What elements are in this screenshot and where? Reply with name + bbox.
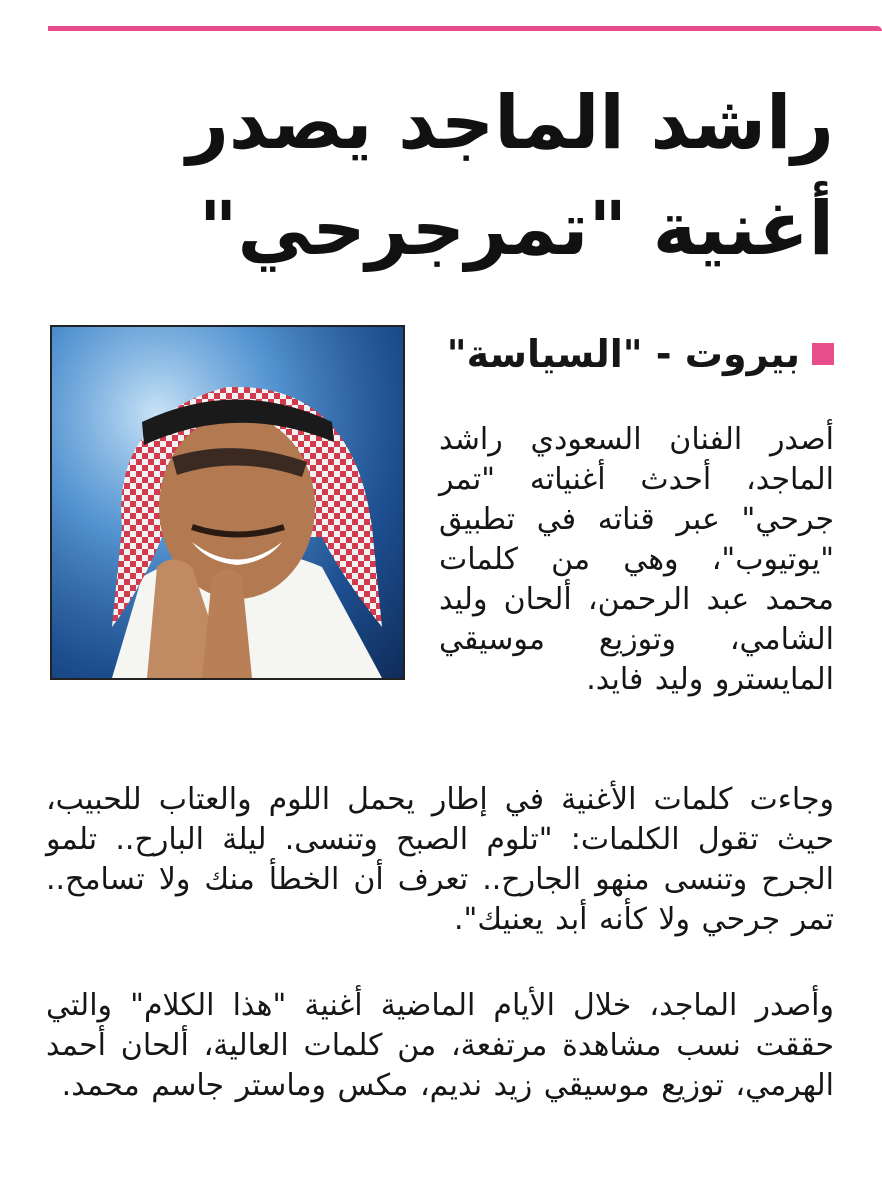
article-headline xyxy=(74,70,834,282)
article-paragraph-3: وأصدر الماجد، خلال الأيام الماضية أغنية "هذا الكلام" والتي حققت نسب مشاهدة مرتفعة، من كلمات العالية، ألحان أحمد الهرمي، توزيع موسيقي زيد نديم، مكس وماستر جاسم محمد. xyxy=(46,988,834,1103)
article-paragraph-2: وجاءت كلمات الأغنية في إطار يحمل اللوم والعتاب للحبيب، حيث تقول الكلمات: "تلوم الصبح وتنسى. ليلة البارح.. تلمو الجرح وتنسى منهو الجارح.. تعرف أن الخطأ منك ولا تسامح.. تمر جرحي ولا كأنه أبد يعنيك". xyxy=(46,782,834,937)
top-accent-rule xyxy=(48,26,882,31)
headline-line-2: أغنية "تمرجرحي" xyxy=(198,186,834,272)
headline-line-1: راشد الماجد يصدر xyxy=(186,80,834,166)
bullet-square-icon xyxy=(812,343,834,365)
portrait-photo-icon xyxy=(52,327,403,678)
dateline xyxy=(447,330,834,378)
article-paragraph-1: أصدر الفنان السعودي راشد الماجد، أحدث أغنياته "تمر جرحي" عبر قناته في تطبيق "يوتيوب"، وهي من كلمات محمد عبد الرحمن، ألحان وليد الشامي، وتوزيع موسيقي المايسترو وليد فايد. xyxy=(439,422,834,697)
artist-photo xyxy=(50,325,405,680)
dateline-text: بيروت - "السياسة" xyxy=(446,332,800,376)
